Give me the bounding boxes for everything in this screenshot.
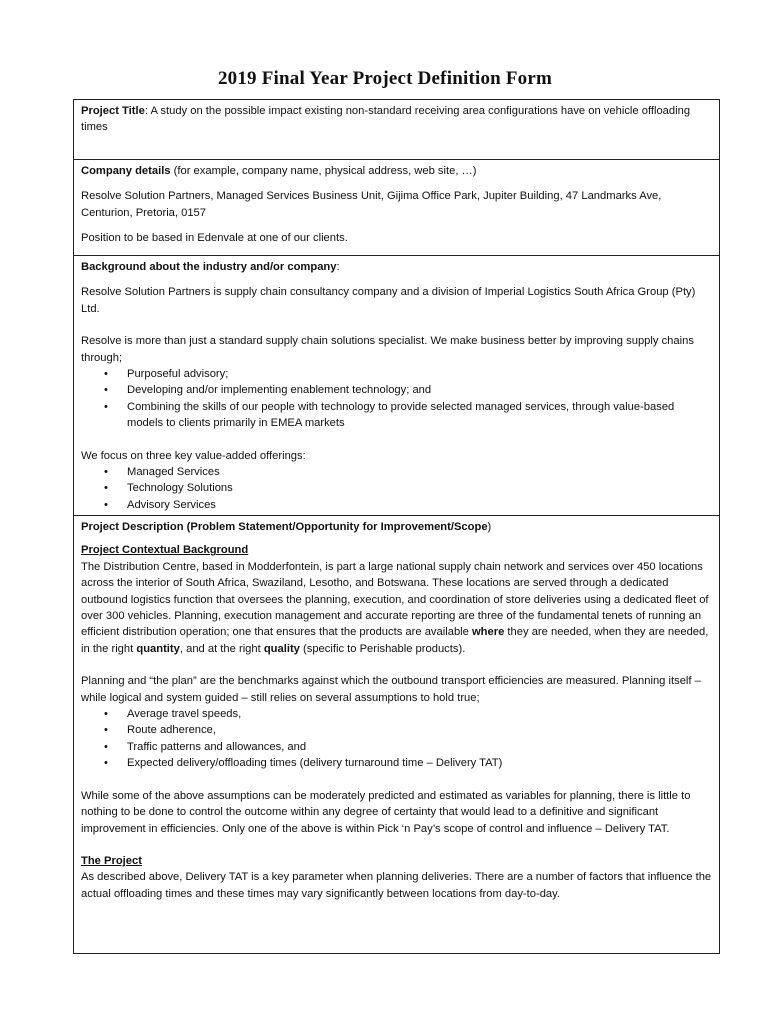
- list-item: • Expected delivery/offloading times (delivery turnaround time – Delivery TAT): [127, 755, 712, 771]
- planning-paragraph: Planning and “the plan” are the benchmarks against which the outbound transport efficiencies are measured. Planning itself – while logical and system guided – still relies on several assumptions to hold true;: [81, 675, 701, 704]
- assumptions-list: [81, 706, 712, 772]
- context-paragraph: [81, 559, 712, 657]
- context-where: where: [471, 626, 505, 639]
- company-details-heading: [81, 163, 712, 179]
- description-heading: [81, 519, 712, 535]
- list-item: • Technology Solutions: [127, 480, 712, 496]
- company-details-cell: [74, 160, 719, 256]
- project-title-label: Project Title: [81, 105, 145, 117]
- background-more: Resolve is more than just a standard supply chain solutions specialist. We make business better by improving supply chains through;: [81, 335, 694, 364]
- list-item: • Purposeful advisory;: [127, 366, 712, 382]
- list-item: • Traffic patterns and allowances, and: [127, 739, 712, 755]
- context-text-a: The Distribution Centre, based in Modderfontein, is part a large national supply chain network and services over 450 locations across the interior of South Africa, Swaziland, Lesotho, and Botswana. These locations are served through a dedicated outbound logistics function that oversees the planning, execution, and coordination of store deliveries using a dedicated fleet of over 300 vehicles. Planning, execution management and accurate reporting are three of the fundamental tenets of running an efficient distribution operation; one that ensures that the products are available: [81, 560, 709, 639]
- company-position: Position to be based in Edenvale at one of our clients.: [81, 232, 348, 245]
- list-item: • Developing and/or implementing enablement technology; and: [127, 382, 712, 398]
- background-focus: We focus on three key value-added offerings:: [81, 449, 306, 462]
- context-heading-text: Project Contextual Background: [81, 544, 249, 557]
- list-item: • Advisory Services: [127, 497, 712, 513]
- list-item: • Combining the skills of our people with technology to provide selected managed services, through value-based models to clients primarily in EMEA markets: [127, 399, 712, 432]
- list-item: • Route adherence,: [127, 722, 712, 738]
- company-address: Resolve Solution Partners, Managed Services Business Unit, Gijima Office Park, Jupiter Building, 47 Landmarks Ave, Centurion, Pretoria, 0157: [81, 190, 662, 219]
- context-text-b: they are needed, when they are needed, in the right: [81, 626, 709, 655]
- background-heading: [81, 259, 712, 275]
- project-paragraph: As described above, Delivery TAT is a key parameter when planning deliveries. There are a number of factors that influence the actual offloading times and these times may vary significantly between locations from day-to-day.: [81, 871, 712, 900]
- context-text-c: , and at the right: [179, 642, 264, 655]
- background-colon: :: [336, 261, 340, 273]
- context-quality: quality: [263, 642, 300, 655]
- background-cell: [74, 256, 719, 516]
- description-label: Project Description (Problem Statement/Opportunity for Improvement/Scope: [81, 521, 488, 533]
- context-heading: [81, 542, 712, 558]
- project-description-cell: [74, 516, 719, 953]
- project-title-paragraph: [81, 103, 712, 136]
- background-intro: Resolve Solution Partners is supply chain consultancy company and a division of Imperial Logistics South Africa Group (Pty) Ltd.: [81, 286, 696, 315]
- page-title: 2019 Final Year Project Definition Form: [217, 68, 553, 89]
- project-title-text: : A study on the possible impact existing non-standard receiving area configurations have on vehicle offloading times: [81, 105, 691, 134]
- context-quantity: quantity: [136, 642, 180, 655]
- project-heading: [81, 853, 712, 869]
- background-label: Background about the industry and/or company: [81, 261, 337, 273]
- project-heading-text: The Project: [81, 854, 142, 867]
- list-item: • Average travel speeds,: [127, 706, 712, 722]
- definition-form-table: [73, 99, 720, 954]
- list-item: • Managed Services: [127, 464, 712, 480]
- offerings-list: [81, 464, 712, 513]
- company-details-hint: (for example, company name, physical address, web site, …): [170, 165, 477, 177]
- company-details-label: Company details: [81, 165, 171, 177]
- improve-list: [81, 366, 712, 432]
- description-label-end: ): [487, 521, 492, 533]
- project-title-cell: [74, 100, 719, 160]
- assumptions-paragraph: While some of the above assumptions can be moderately predicted and estimated as variables for planning, there is little to nothing to be done to control the outcome within any degree of certainty that would lead to a definitive and significant improvement in efficiencies. Only one of the above is within Pick ‘n Pay’s scope of control and influence – Delivery TAT.: [81, 789, 691, 835]
- context-text-d: (specific to Perishable products).: [299, 642, 466, 655]
